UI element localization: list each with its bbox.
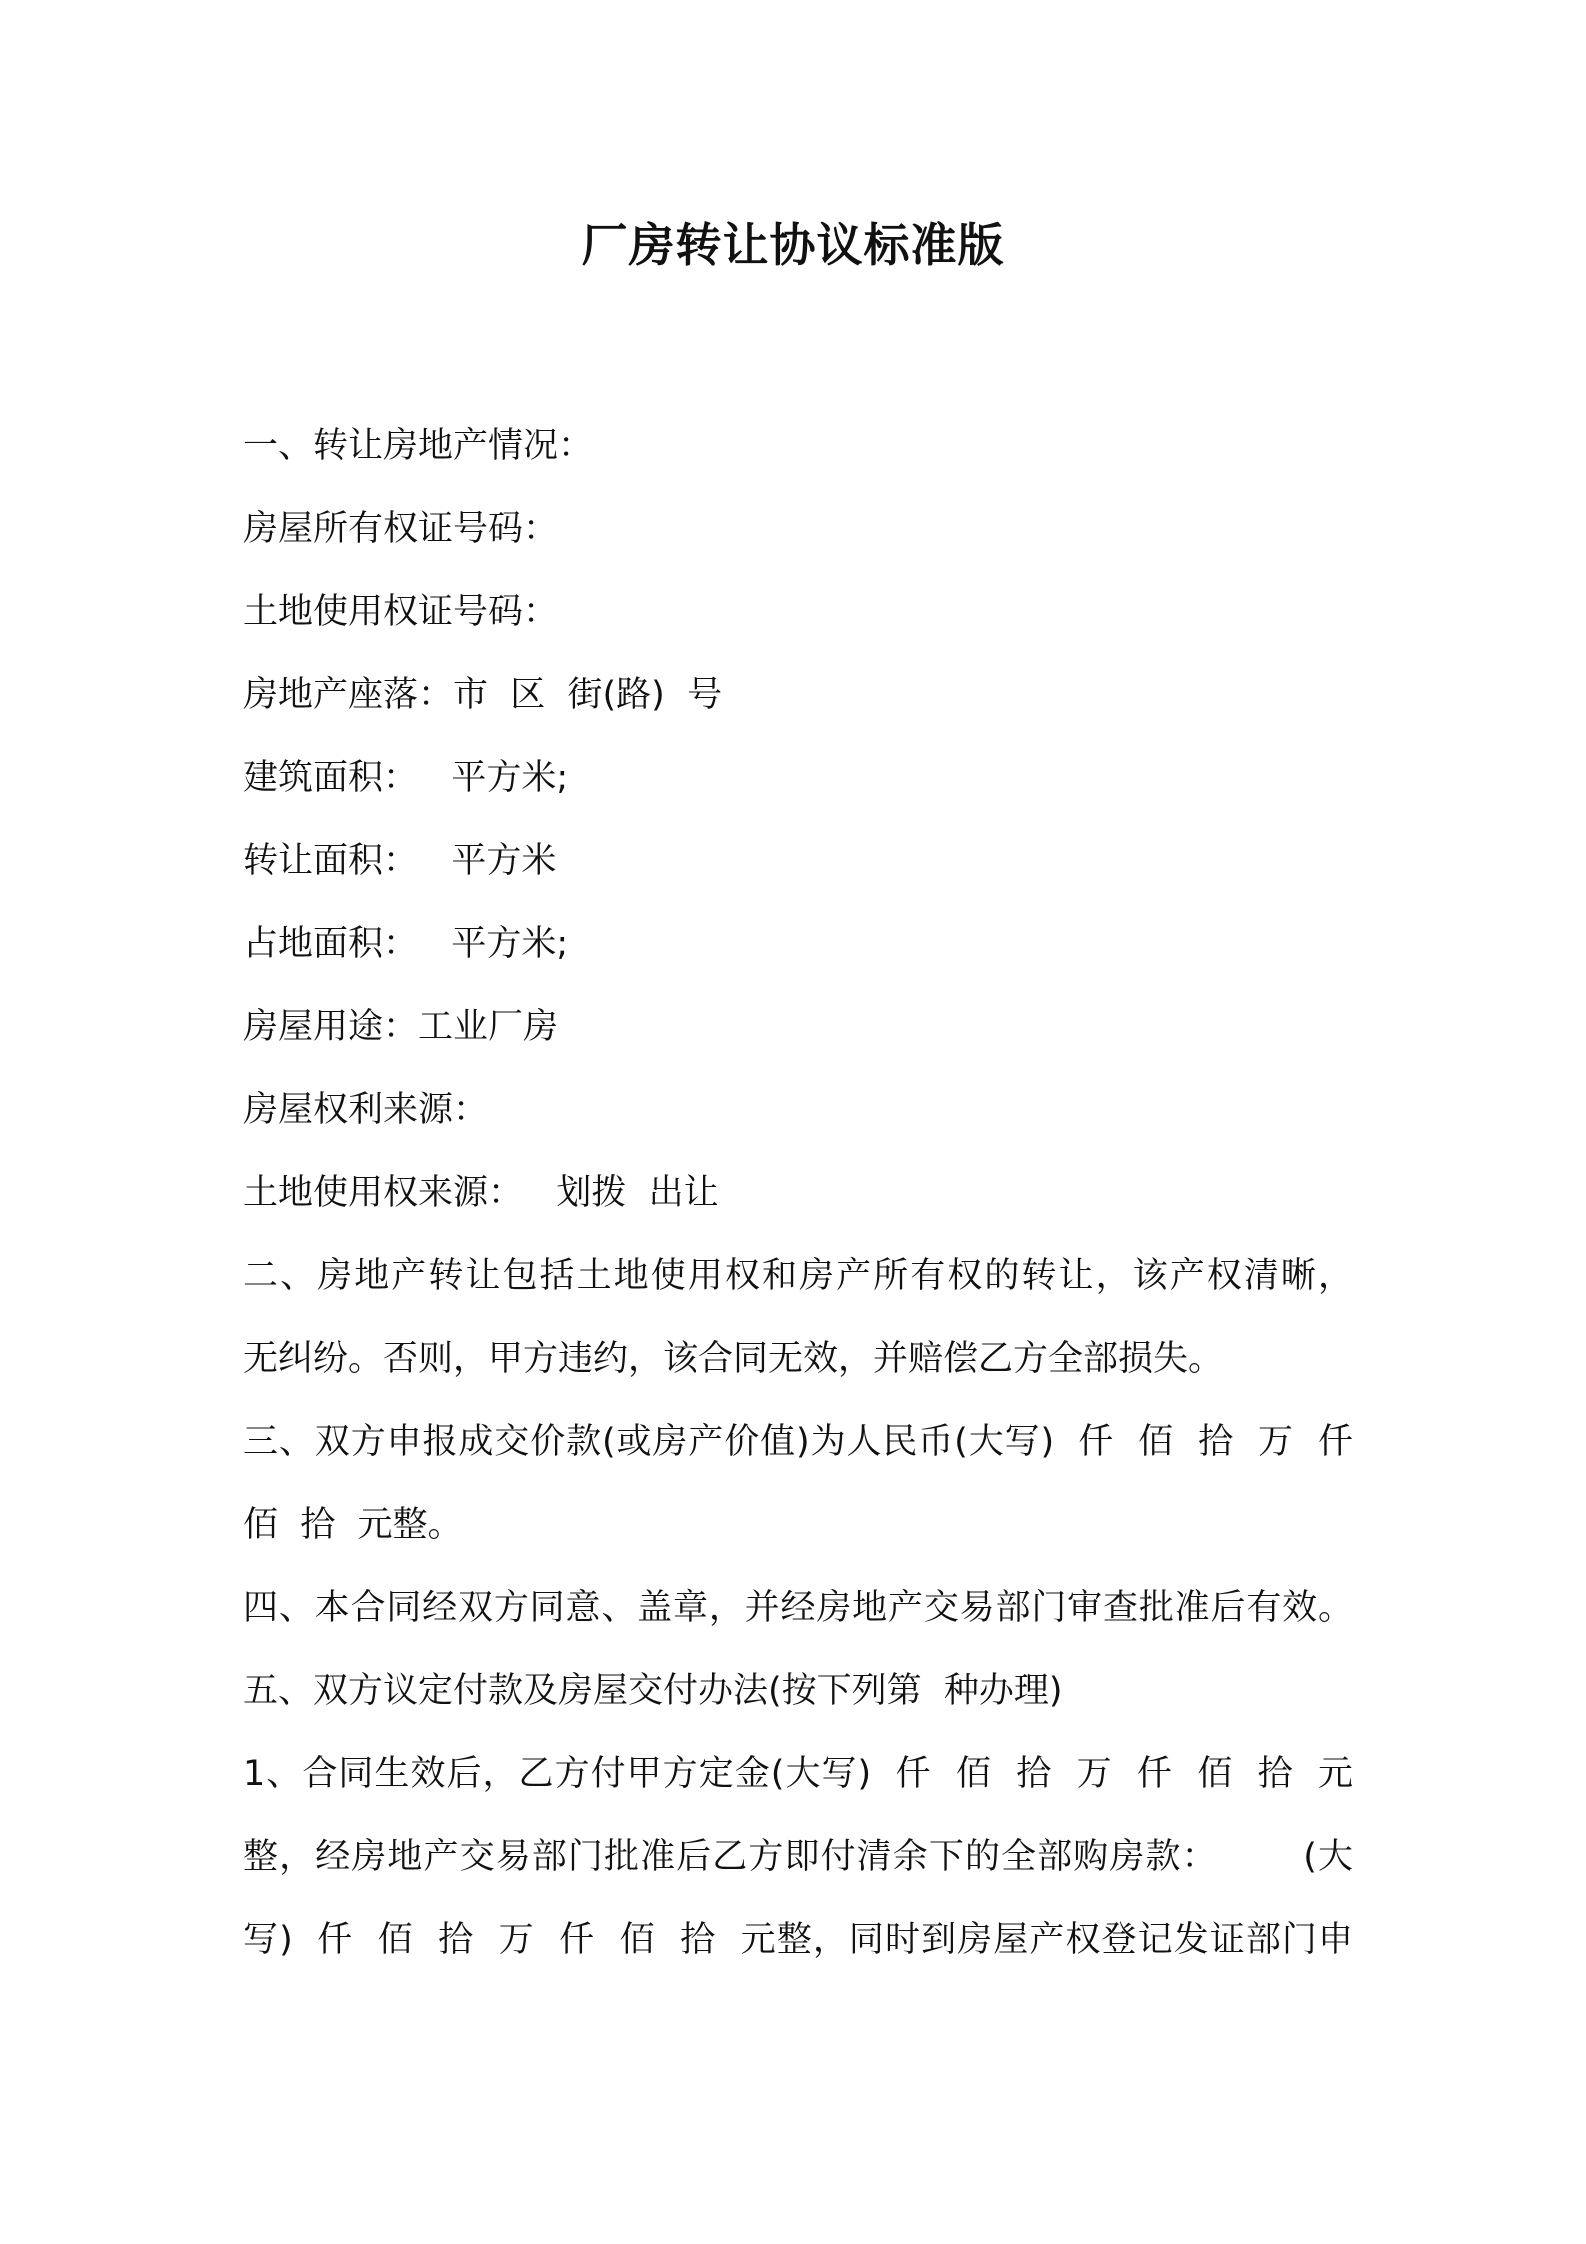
land-use-cert-number: 土地使用权证号码： bbox=[243, 592, 559, 632]
section-5-heading: 五、双方议定付款及房屋交付办法(按下列第 种办理) bbox=[243, 1671, 1063, 1711]
section-4: 四、本合同经双方同意、盖章，并经房地产交易部门审查批准后有效。 bbox=[243, 1588, 1353, 1628]
section-2-line-2: 无纠纷。否则，甲方违约，该合同无效，并赔偿乙方全部损失。 bbox=[243, 1339, 1224, 1379]
house-rights-source: 房屋权利来源： bbox=[243, 1090, 489, 1130]
property-location: 房地产座落：市 区 街(路) 号 bbox=[243, 675, 723, 715]
house-usage: 房屋用途：工业厂房 bbox=[243, 1007, 559, 1047]
payment-clause-line-1: 1、合同生效后，乙方付甲方定金(大写) 仟 佰 拾 万 仟 佰 拾 元 bbox=[243, 1754, 1353, 1794]
land-use-rights-source: 土地使用权来源： 划拨 出让 bbox=[243, 1173, 719, 1213]
transfer-area: 转让面积： 平方米 bbox=[243, 841, 557, 881]
document-body bbox=[243, 405, 1353, 1982]
house-ownership-cert-number: 房屋所有权证号码： bbox=[243, 509, 559, 549]
land-area: 占地面积： 平方米; bbox=[243, 924, 569, 964]
payment-clause-line-2: 整，经房地产交易部门批准后乙方即付清余下的全部购房款： (大 bbox=[243, 1837, 1353, 1877]
document-title: 厂房转让协议标准版 bbox=[581, 218, 1005, 272]
payment-clause-line-3: 写) 仟 佰 拾 万 仟 佰 拾 元整，同时到房屋产权登记发证部门申 bbox=[243, 1920, 1353, 1960]
section-1-heading: 一、转让房地产情况： bbox=[243, 426, 594, 466]
building-area: 建筑面积： 平方米; bbox=[243, 758, 569, 798]
section-2-line-1: 二、房地产转让包括土地使用权和房产所有权的转让，该产权清晰， bbox=[243, 1256, 1353, 1296]
section-3-line-2: 佰 拾 元整。 bbox=[243, 1505, 463, 1545]
section-3-line-1: 三、双方申报成交价款(或房产价值)为人民币(大写) 仟 佰 拾 万 仟 bbox=[243, 1422, 1353, 1462]
